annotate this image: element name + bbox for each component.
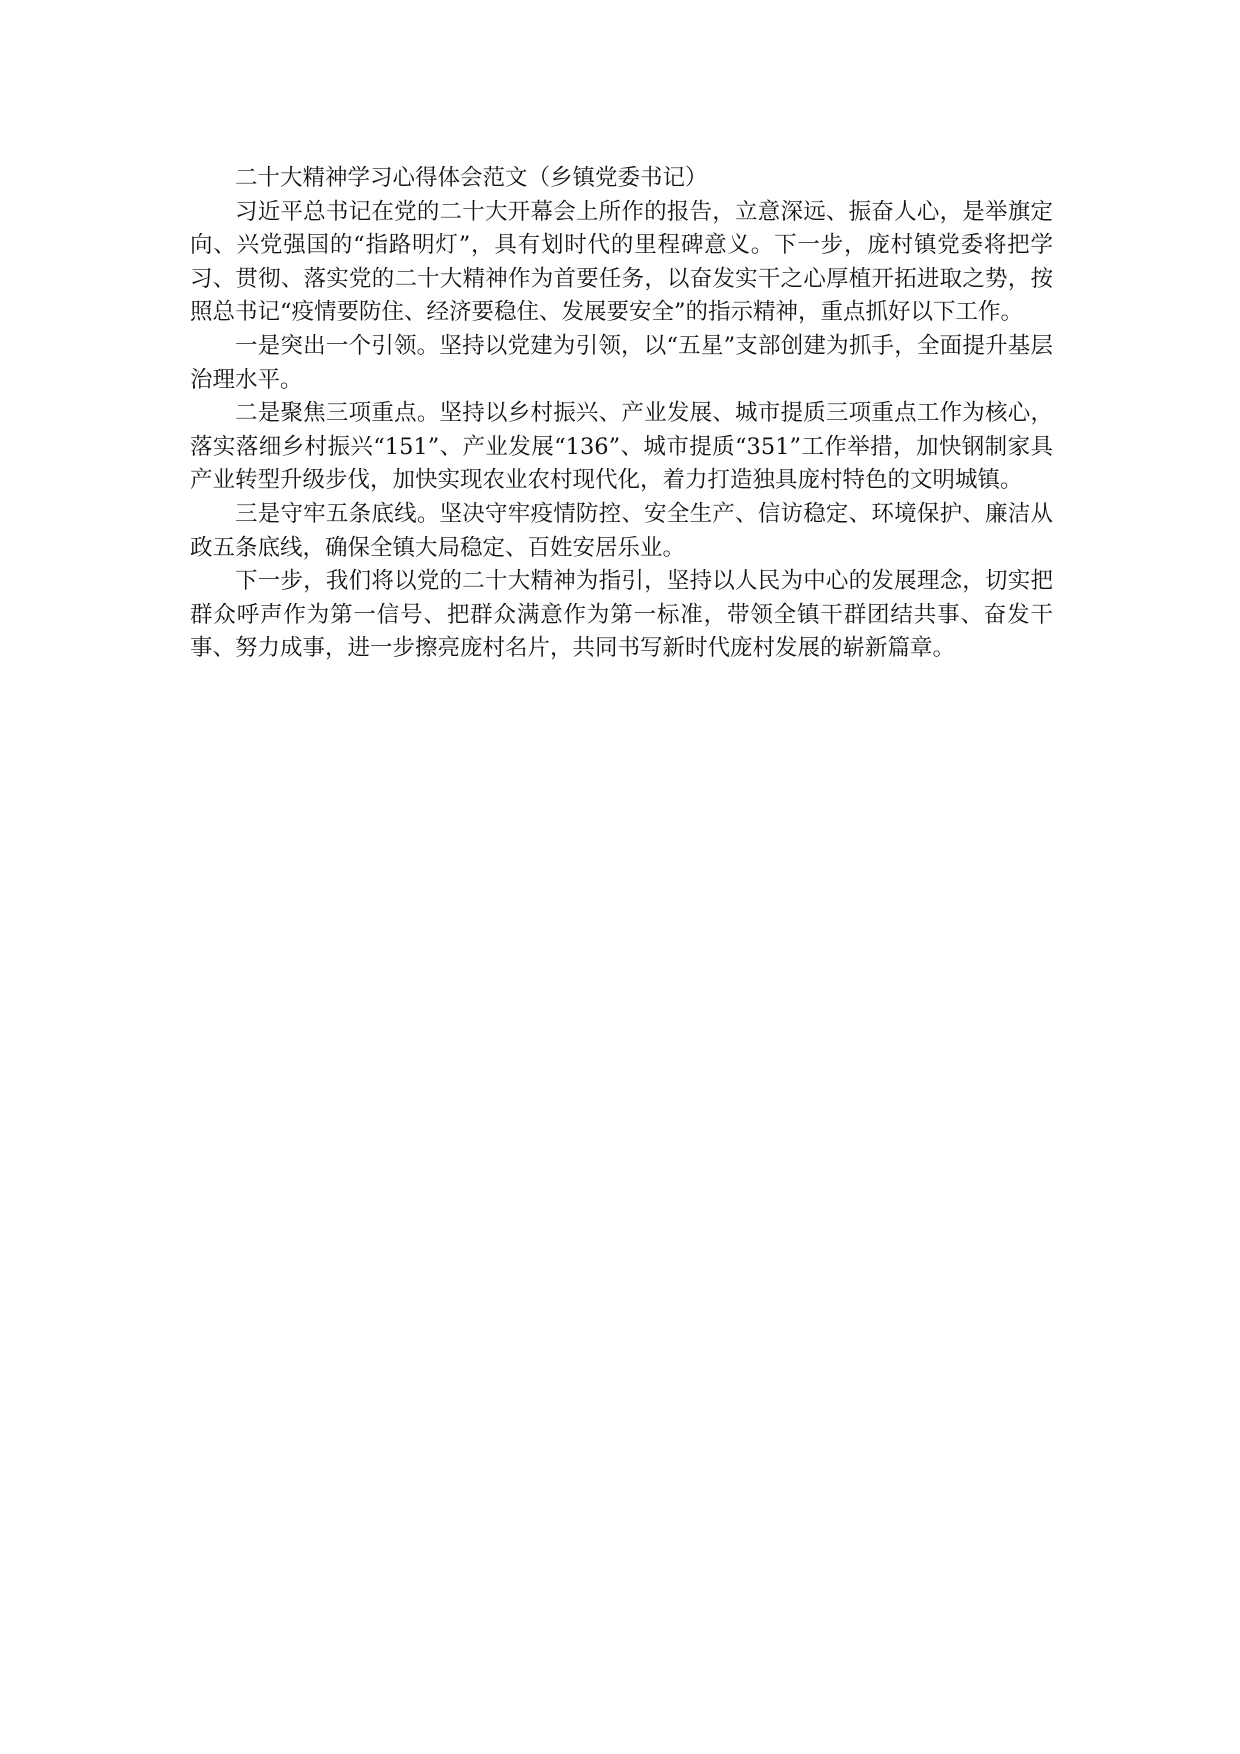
paragraph-conclusion: 下一步，我们将以党的二十大精神为指引，坚持以人民为中心的发展理念，切实把群众呼声作为第一信号、把群众满意作为第一标准，带领全镇干群团结共事、奋发干事、努力成事，进一步擦亮庞村名片，共同书写新时代庞村发展的崭新篇章。 xyxy=(190,568,1053,662)
paragraph-intro: 习近平总书记在党的二十大开幕会上所作的报告，立意深远、振奋人心，是举旗定向、兴党强国的“指路明灯”，具有划时代的里程碑意义。下一步，庞村镇党委将把学习、贯彻、落实党的二十大精神作为首要任务，以奋发实干之心厚植开拓进取之势，按照总书记“疫情要防住、经济要稳住、发展要安全”的指示精神，重点抓好以下工作。 xyxy=(190,198,1053,326)
document-body xyxy=(190,162,1053,666)
paragraph-point-two: 二是聚焦三项重点。坚持以乡村振兴、产业发展、城市提质三项重点工作为核心，落实落细乡村振兴“151”、产业发展“136”、城市提质“351”工作举措，加快钢制家具产业转型升级步伐，加快实现农业农村现代化，着力打造独具庞村特色的文明城镇。 xyxy=(190,400,1053,494)
paragraph-point-one: 一是突出一个引领。坚持以党建为引领，以“五星”支部创建为抓手，全面提升基层治理水平。 xyxy=(190,332,1053,393)
document-title: 二十大精神学习心得体会范文（乡镇党委书记） xyxy=(235,165,708,191)
paragraph-point-three: 三是守牢五条底线。坚决守牢疫情防控、安全生产、信访稳定、环境保护、廉洁从政五条底线，确保全镇大局稳定、百姓安居乐业。 xyxy=(190,500,1053,561)
